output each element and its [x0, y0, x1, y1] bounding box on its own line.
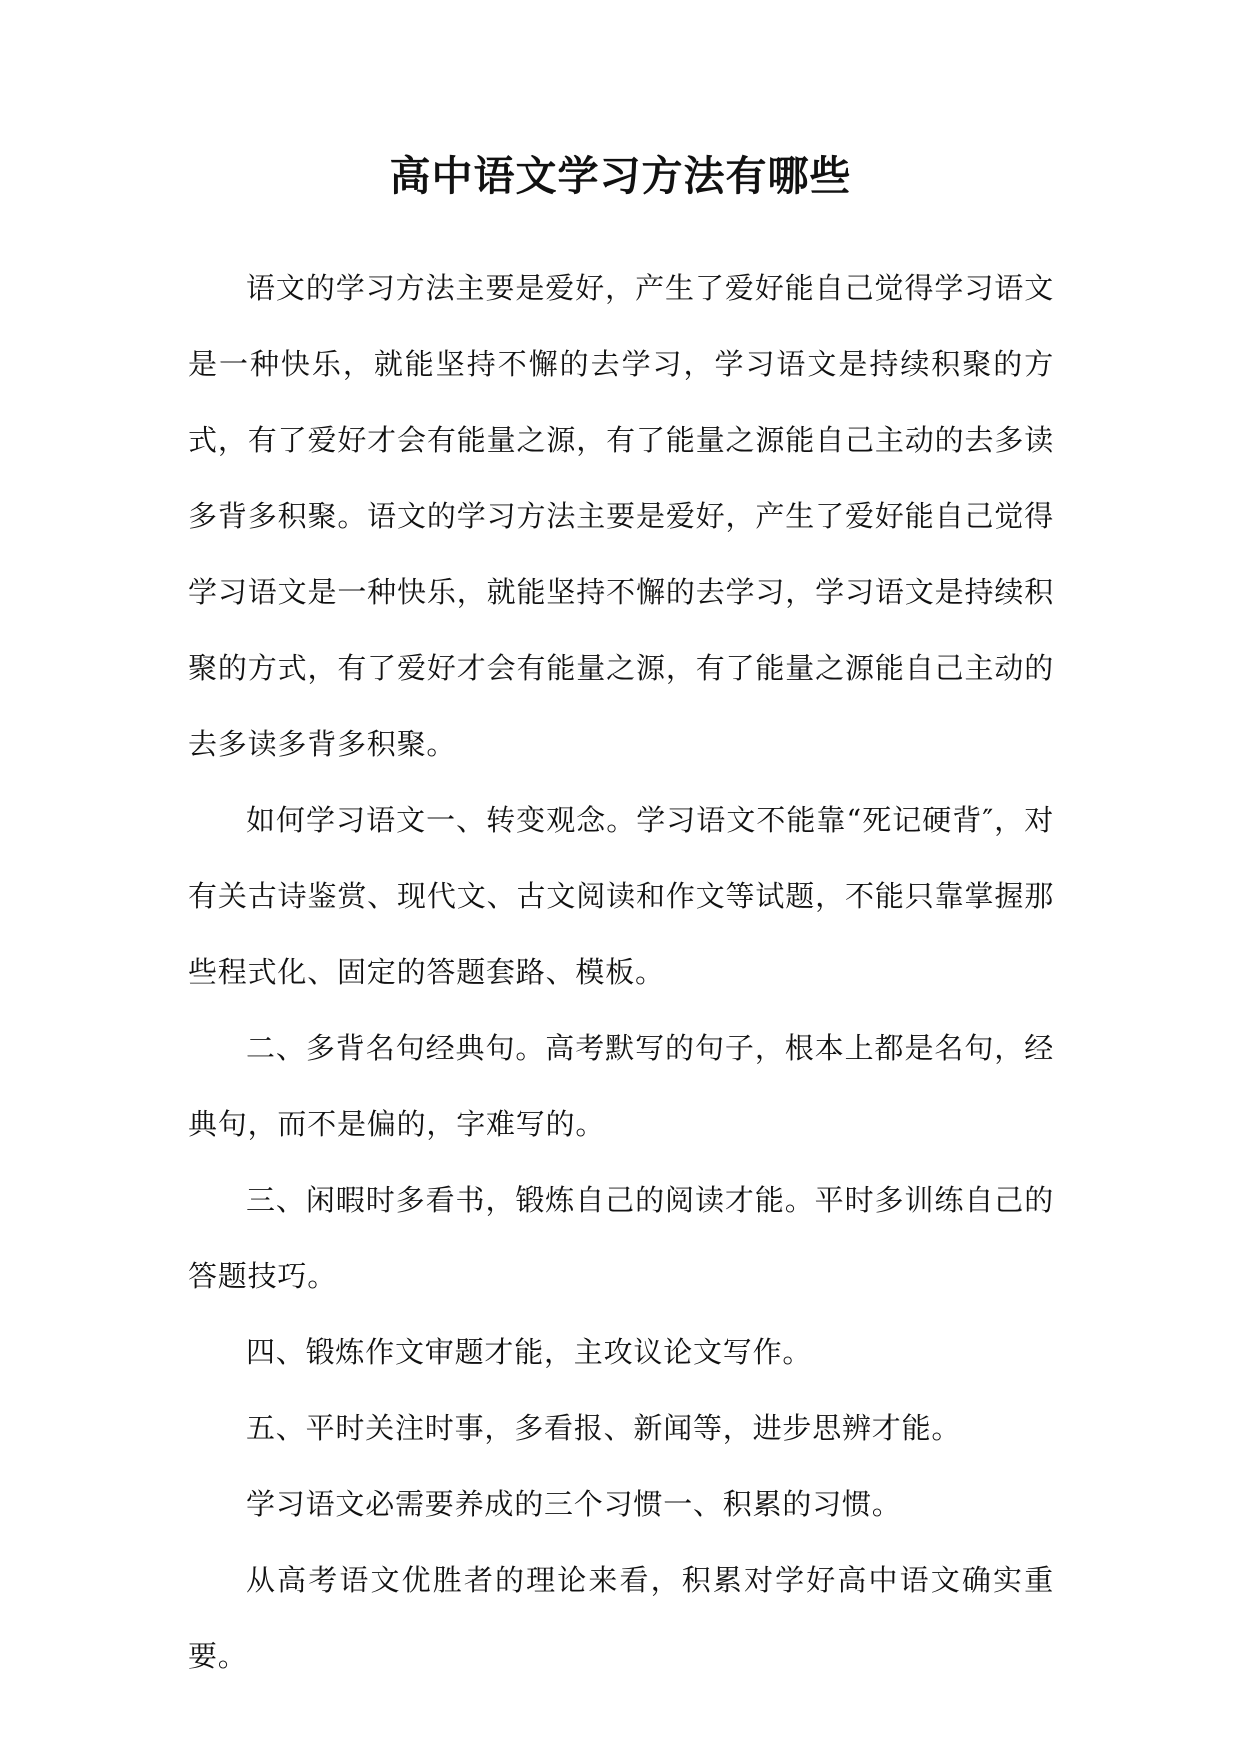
paragraph-accumulation: 从高考语文优胜者的理论来看，积累对学好高中语文确实重要。 [188, 1563, 1054, 1673]
document-body [188, 250, 1054, 1694]
paragraph-method-3: 三、闲暇时多看书，锻炼自己的阅读才能。平时多训练自己的答题技巧。 [188, 1183, 1054, 1293]
document-title: 高中语文学习方法有哪些 [389, 152, 852, 200]
paragraph-method-2: 二、多背名句经典句。高考默写的句子，根本上都是名句，经典句，而不是偏的，字难写的。 [188, 1031, 1054, 1141]
paragraph-habits-heading: 学习语文必需要养成的三个习惯一、积累的习惯。 [246, 1487, 902, 1521]
paragraph-method-4: 四、锻炼作文审题才能，主攻议论文写作。 [246, 1335, 813, 1369]
paragraph-method-1: 如何学习语文一、转变观念。学习语文不能靠“死记硬背″，对有关古诗鉴赏、现代文、古文阅读和作文等试题，不能只靠掌握那些程式化、固定的答题套路、模板。 [188, 803, 1054, 989]
paragraph-intro: 语文的学习方法主要是爱好，产生了爱好能自己觉得学习语文是一种快乐，就能坚持不懈的去学习，学习语文是持续积聚的方式，有了爱好才会有能量之源，有了能量之源能自己主动的去多读多背多积聚。语文的学习方法主要是爱好，产生了爱好能自己觉得学习语文是一种快乐，就能坚持不懈的去学习，学习语文是持续积聚的方式，有了爱好才会有能量之源，有了能量之源能自己主动的去多读多背多积聚。 [188, 271, 1054, 761]
paragraph-method-5: 五、平时关注时事，多看报、新闻等，进步思辨才能。 [246, 1411, 962, 1445]
